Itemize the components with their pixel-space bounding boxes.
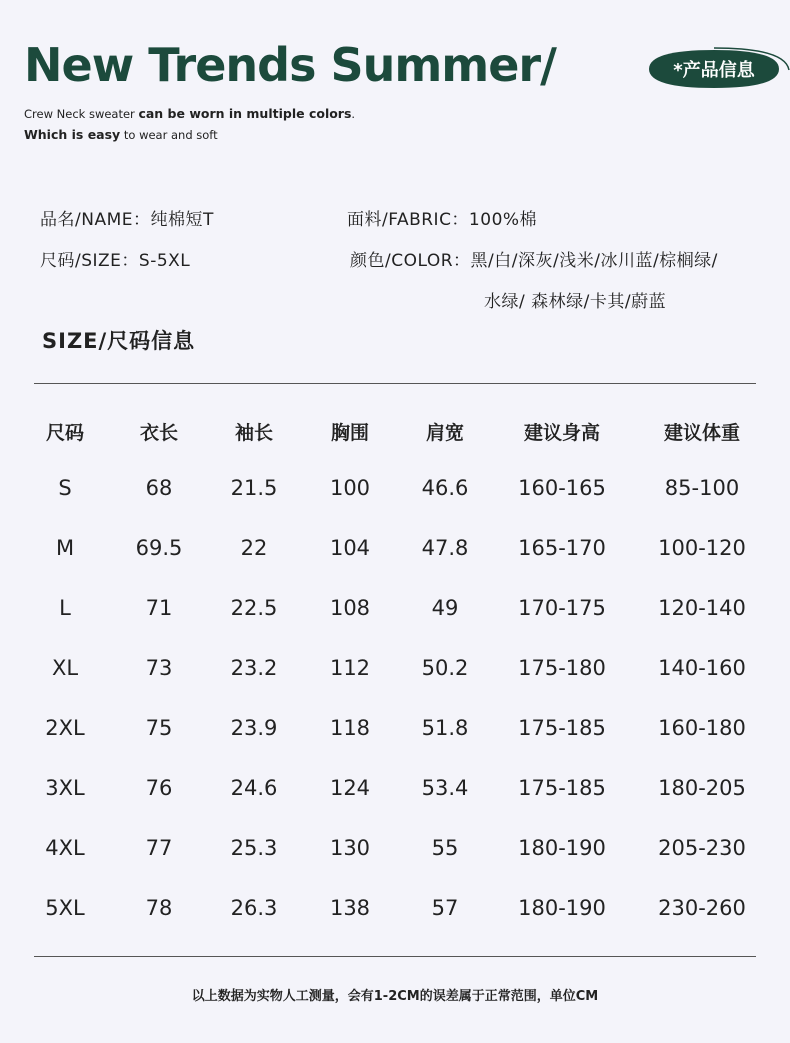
table-cell-shoulder: 53.4 (421, 776, 469, 800)
table-cell-shoulder: 57 (431, 896, 459, 920)
tagline-1: Crew Neck sweater can be worn in multiple colors. (24, 106, 356, 121)
table-cell-shoulder: 51.8 (421, 716, 469, 740)
page-title: New Trends Summer/ (24, 38, 556, 92)
column-header-shoulder: 肩宽 (425, 422, 465, 444)
table-cell-shoulder: 47.8 (421, 536, 469, 560)
table-cell-size: S (58, 476, 72, 500)
table-cell-height: 170-175 (518, 596, 606, 620)
table-cell-sleeve: 22.5 (230, 596, 278, 620)
table-cell-sleeve: 26.3 (230, 896, 278, 920)
table-cell-weight: 120-140 (658, 596, 746, 620)
column-header-sleeve: 袖长 (234, 422, 274, 444)
product-fabric: 面料/FABRIC：100%棉 (347, 210, 538, 230)
table-cell-shoulder: 50.2 (421, 656, 469, 680)
table-cell-height: 175-185 (518, 716, 606, 740)
column-header-size: 尺码 (45, 422, 85, 444)
table-cell-chest: 104 (329, 536, 371, 560)
table-cell-weight: 230-260 (658, 896, 746, 920)
table-cell-length: 75 (145, 716, 173, 740)
table-cell-size: 4XL (45, 836, 85, 860)
column-header-length: 衣长 (139, 422, 179, 444)
table-cell-chest: 124 (329, 776, 371, 800)
table-cell-height: 175-185 (518, 776, 606, 800)
table-cell-weight: 140-160 (658, 656, 746, 680)
table-top-rule (34, 383, 756, 384)
table-cell-weight: 160-180 (658, 716, 746, 740)
table-cell-shoulder: 46.6 (421, 476, 469, 500)
table-cell-size: 5XL (45, 896, 85, 920)
tagline-2: Which is easy to wear and soft (24, 127, 218, 142)
table-cell-length: 77 (145, 836, 173, 860)
table-cell-sleeve: 24.6 (230, 776, 278, 800)
table-cell-length: 69.5 (135, 536, 183, 560)
badge-label: *产品信息 (673, 60, 755, 81)
product-size-range: 尺码/SIZE：S-5XL (40, 251, 191, 271)
product-name: 品名/NAME：纯棉短T (40, 210, 214, 230)
table-cell-sleeve: 23.9 (230, 716, 278, 740)
footnote: 以上数据为实物人工测量，会有1-2CM的误差属于正常范围，单位CM (191, 989, 599, 1004)
table-cell-sleeve: 21.5 (230, 476, 278, 500)
table-cell-height: 175-180 (518, 656, 606, 680)
table-cell-chest: 112 (329, 656, 371, 680)
table-cell-sleeve: 22 (240, 536, 268, 560)
section-title: SIZE/尺码信息 (42, 329, 196, 353)
table-cell-length: 76 (145, 776, 173, 800)
table-cell-weight: 85-100 (664, 476, 740, 500)
table-cell-weight: 180-205 (658, 776, 746, 800)
table-cell-size: 2XL (45, 716, 85, 740)
table-cell-chest: 100 (329, 476, 371, 500)
table-cell-length: 73 (145, 656, 173, 680)
table-cell-weight: 100-120 (658, 536, 746, 560)
table-cell-height: 180-190 (518, 896, 606, 920)
table-cell-height: 180-190 (518, 836, 606, 860)
table-cell-length: 68 (145, 476, 173, 500)
table-cell-sleeve: 23.2 (230, 656, 278, 680)
table-cell-size: 3XL (45, 776, 85, 800)
table-bottom-rule (34, 956, 756, 957)
table-cell-chest: 118 (329, 716, 371, 740)
table-cell-height: 160-165 (518, 476, 606, 500)
table-cell-height: 165-170 (518, 536, 606, 560)
table-cell-length: 78 (145, 896, 173, 920)
column-header-weight: 建议体重 (663, 422, 741, 444)
table-cell-length: 71 (145, 596, 173, 620)
table-cell-weight: 205-230 (658, 836, 746, 860)
table-cell-size: XL (51, 656, 79, 680)
table-cell-chest: 130 (329, 836, 371, 860)
table-cell-chest: 108 (329, 596, 371, 620)
table-cell-shoulder: 49 (431, 596, 459, 620)
column-header-height: 建议身高 (523, 422, 601, 444)
table-cell-size: L (59, 596, 71, 620)
table-cell-chest: 138 (329, 896, 371, 920)
table-cell-shoulder: 55 (431, 836, 459, 860)
product-colors-line1: 颜色/COLOR：黑/白/深灰/浅米/冰川蓝/棕榈绿/ (350, 251, 718, 271)
table-cell-sleeve: 25.3 (230, 836, 278, 860)
column-header-chest: 胸围 (330, 422, 370, 444)
product-colors-line2: 水绿/ 森林绿/卡其/蔚蓝 (484, 292, 667, 312)
product-info-badge (645, 46, 790, 92)
table-cell-size: M (55, 536, 75, 560)
